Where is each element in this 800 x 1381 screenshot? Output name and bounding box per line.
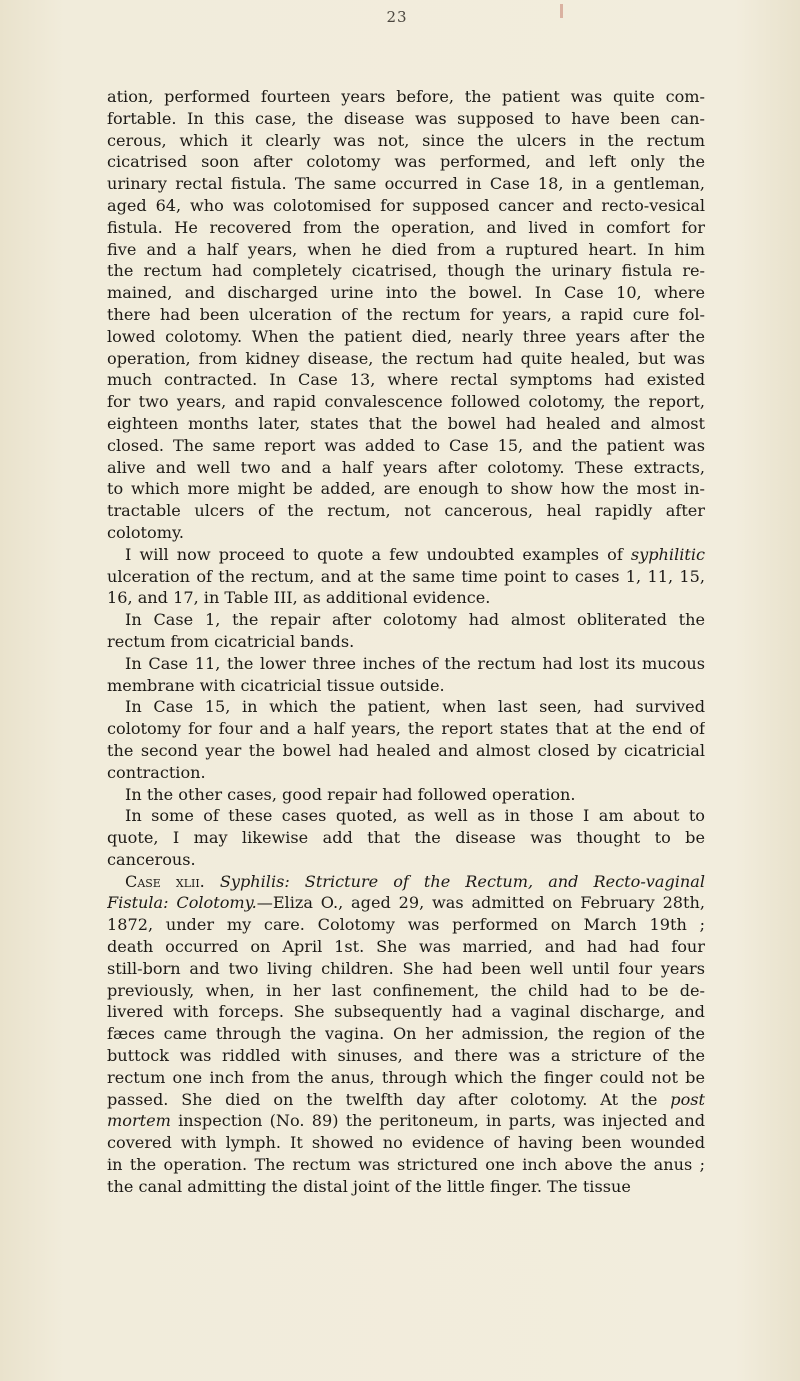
text-line: In Case 1, the repair after colotomy had almost obliterated the [125,610,705,630]
text-line: closed. The same report was added to Case 15, and the patient was [107,435,705,455]
text-line: covered with lymph. It showed no evidence of having been wounded [107,1133,705,1153]
text-line: death occurred on April 1st. She was married, and had had four [107,937,705,957]
text-line: previously, when, in her last confinement, the child had to be de- [107,980,705,1000]
text-line: tractable ulcers of the rectum, not cancerous, heal rapidly after [107,501,705,521]
text-line: I will now proceed to quote a few undoubted examples of syphilitic [125,544,705,564]
text-line: rectum one inch from the anus, through which the finger could not be [107,1067,705,1087]
text-line: mortem inspection (No. 89) the peritoneum, in parts, was injected and [107,1111,705,1131]
text-line: rectum from cicatricial bands. [107,631,355,651]
text-line: alive and well two and a half years after colotomy. These extracts, [107,457,705,477]
body-text [107,86,705,1198]
text-line: the rectum had completely cicatrised, though the urinary fistula re- [107,261,705,281]
text-line: there had been ulceration of the rectum for years, a rapid cure fol- [107,304,705,324]
text-line: mained, and discharged urine into the bowel. In Case 10, where [107,283,705,303]
text-line: much contracted. In Case 13, where rectal symptoms had existed [107,370,705,390]
text-line: cicatrised soon after colotomy was performed, and left only the [107,152,705,172]
text-line: Case xlii. Syphilis: Stricture of the Rectum, and Recto-vaginal [125,871,705,891]
text-line: five and a half years, when he died from a ruptured heart. In him [107,239,705,259]
text-line: the canal admitting the distal joint of the little finger. The tissue [107,1176,631,1196]
text-line: cancerous. [107,849,196,869]
text-line: contraction. [107,762,206,782]
text-line: colotomy. [107,522,185,542]
text-line: fæces came through the vagina. On her admission, the region of the [107,1024,705,1044]
text-line: quote, I may likewise add that the disease was thought to be [107,828,705,848]
text-line: to which more might be added, are enough to show how the most in- [107,479,705,499]
text-line: In some of these cases quoted, as well as in those I am about to [125,806,705,826]
text-line: lowed colotomy. When the patient died, nearly three years after the [107,326,705,346]
text-line: still-born and two living children. She had been well until four years [107,958,705,978]
text-line: 1872, under my care. Colotomy was performed on March 19th ; [107,915,705,935]
text-line: membrane with cicatricial tissue outside. [107,675,445,695]
text-line: 16, and 17, in Table III, as additional evidence. [107,588,491,608]
text-line: aged 64, who was colotomised for supposed cancer and recto-vesical [107,195,705,215]
text-line: ation, performed fourteen years before, the patient was quite com- [107,87,705,106]
page-number: 23 [386,8,408,26]
text-line: operation, from kidney disease, the rectum had quite healed, but was [107,348,705,368]
text-line: for two years, and rapid convalescence followed colotomy, the report, [107,392,705,412]
text-line: the second year the bowel had healed and almost closed by cicatricial [107,740,705,760]
text-line: In the other cases, good repair had followed operation. [125,784,576,804]
text-line: urinary rectal fistula. The same occurred in Case 18, in a gentleman, [107,174,705,194]
text-line: livered with forceps. She subsequently had a vaginal discharge, and [107,1002,705,1022]
text-line: buttock was riddled with sinuses, and there was a stricture of the [107,1046,705,1066]
text-line: ulceration of the rectum, and at the same time point to cases 1, 11, 15, [107,566,705,586]
text-line: In Case 15, in which the patient, when last seen, had survived [125,697,705,717]
text-line: fortable. In this case, the disease was supposed to have been can- [107,108,705,128]
text-line: cerous, which it clearly was not, since the ulcers in the rectum [107,130,705,150]
text-line: in the operation. The rectum was strictured one inch above the anus ; [107,1155,705,1175]
text-line: passed. She died on the twelfth day after colotomy. At the post [107,1089,705,1109]
text-line: eighteen months later, states that the bowel had healed and almost [107,413,705,433]
text-line: Fistula: Colotomy.—Eliza O., aged 29, was admitted on February 28th, [107,893,705,913]
text-line: In Case 11, the lower three inches of the rectum had lost its mucous [125,653,705,673]
text-line: fistula. He recovered from the operation, and lived in comfort for [107,217,705,237]
margin-mark [560,4,563,18]
text-line: colotomy for four and a half years, the report states that at the end of [107,719,705,739]
